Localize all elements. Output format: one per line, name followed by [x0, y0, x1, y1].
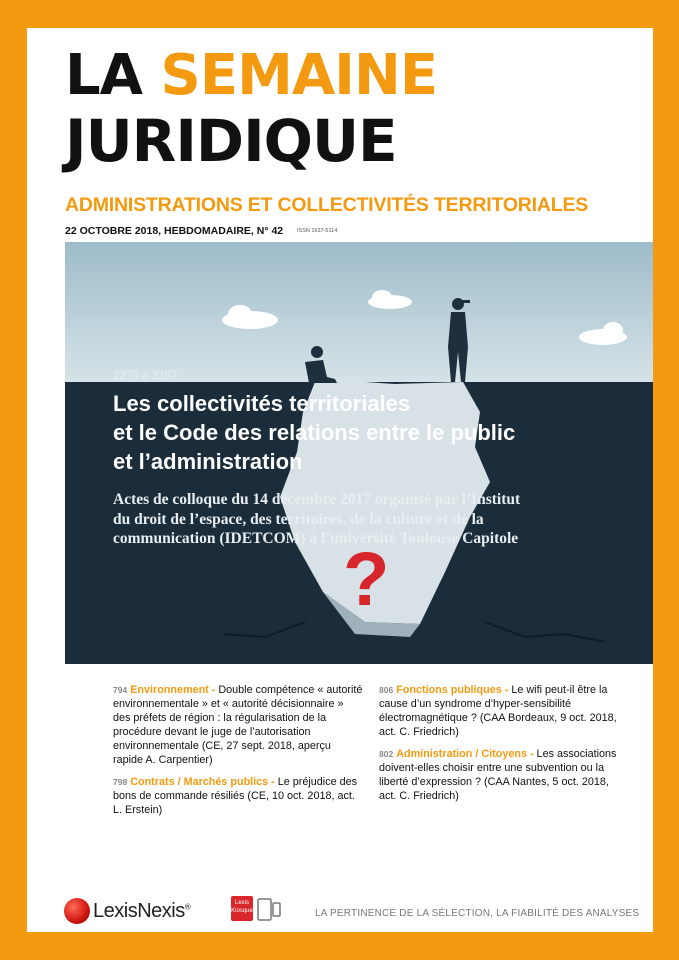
- summary-number: 802: [379, 749, 394, 759]
- publisher-logo[interactable]: [93, 900, 190, 923]
- devices-icon: [257, 898, 281, 922]
- summary-item[interactable]: [379, 747, 629, 803]
- summary-left-column: [113, 683, 363, 825]
- summary-right-column: [379, 683, 629, 811]
- cover-illustration: [65, 242, 653, 664]
- summary-number: 794: [113, 685, 128, 695]
- issue-line: 22 OCTOBRE 2018, HEBDOMADAIRE, N° 42: [65, 225, 284, 237]
- question-mark: ?: [343, 537, 390, 622]
- registered-mark: ®: [184, 902, 191, 912]
- summary-text: Le wifi peut-il être la cause d’un syndrome d’hyper-sensibilité électromagnétique ? (CAA Bordeaux, 9 oct. 2018, act. C. Friedrich): [379, 684, 617, 738]
- lexis-kiosque-badge[interactable]: [231, 896, 253, 921]
- cover-subtitle-line: Actes de colloque du 14 décembre 2017 organisé par l’Institut: [113, 491, 521, 508]
- summary-category: Environnement -: [130, 684, 216, 696]
- issn: ISSN 1637-5114: [297, 228, 338, 234]
- summary-number: 798: [113, 777, 128, 787]
- summary-number: 806: [379, 685, 394, 695]
- page-range: 2275 à 2287: [113, 367, 178, 382]
- cover-title-line: Les collectivités territoriales: [113, 391, 411, 416]
- summary-category: Administration / Citoyens -: [396, 748, 534, 760]
- summary-item[interactable]: [113, 683, 363, 767]
- summary-category: Fonctions publiques -: [396, 684, 509, 696]
- cover-title-line: et le Code des relations entre le public: [113, 420, 516, 445]
- summary-text: Double compétence « autorité environnementale » et « autorité décisionnaire » des préfets de région : la régularisation de la procédure devant le juge de l’autorisation environnementale (CE, 27 sept. 2018, aperçu rapide A. Carpentier): [113, 684, 363, 766]
- title-juridique: JURIDIQUE: [65, 107, 397, 175]
- summary-item[interactable]: [379, 683, 629, 739]
- cover-title: [113, 389, 643, 476]
- cover-title-line: et l’administration: [113, 449, 303, 474]
- cover-subtitle-line: du droit de l’espace, des territoires, de la culture et de la: [113, 510, 484, 528]
- summary-text: Les associations doivent-elles choisir entre une subvention ou la liberté d’expression ? (CAA Nantes, 5 oct. 2018, act. C. Friedrich): [379, 748, 617, 802]
- summary-item[interactable]: [113, 775, 363, 817]
- title-la: LA: [65, 43, 143, 108]
- kiosque-label: Kiosque: [231, 908, 253, 914]
- magazine-cover: [27, 28, 653, 932]
- publication-subtitle: ADMINISTRATIONS ET COLLECTIVITÉS TERRITORIALES: [65, 194, 589, 216]
- title-semaine: SEMAINE: [160, 43, 438, 108]
- publisher-name: LexisNexis: [93, 900, 185, 922]
- cover-subtitle-line: communication (IDETCOM) à l’université Toulouse Capitole: [113, 530, 519, 547]
- tagline: LA PERTINENCE DE LA SÉLECTION, LA FIABILITÉ DES ANALYSES: [315, 908, 640, 919]
- masthead-title-top: [65, 43, 438, 108]
- summary-category: Contrats / Marchés publics -: [130, 776, 275, 788]
- summary-text: Le préjudice des bons de commande résiliés (CE, 10 oct. 2018, act. L. Erstein): [113, 776, 358, 816]
- lexisnexis-logo-icon: [64, 898, 90, 924]
- kiosque-label: Lexis: [234, 900, 249, 906]
